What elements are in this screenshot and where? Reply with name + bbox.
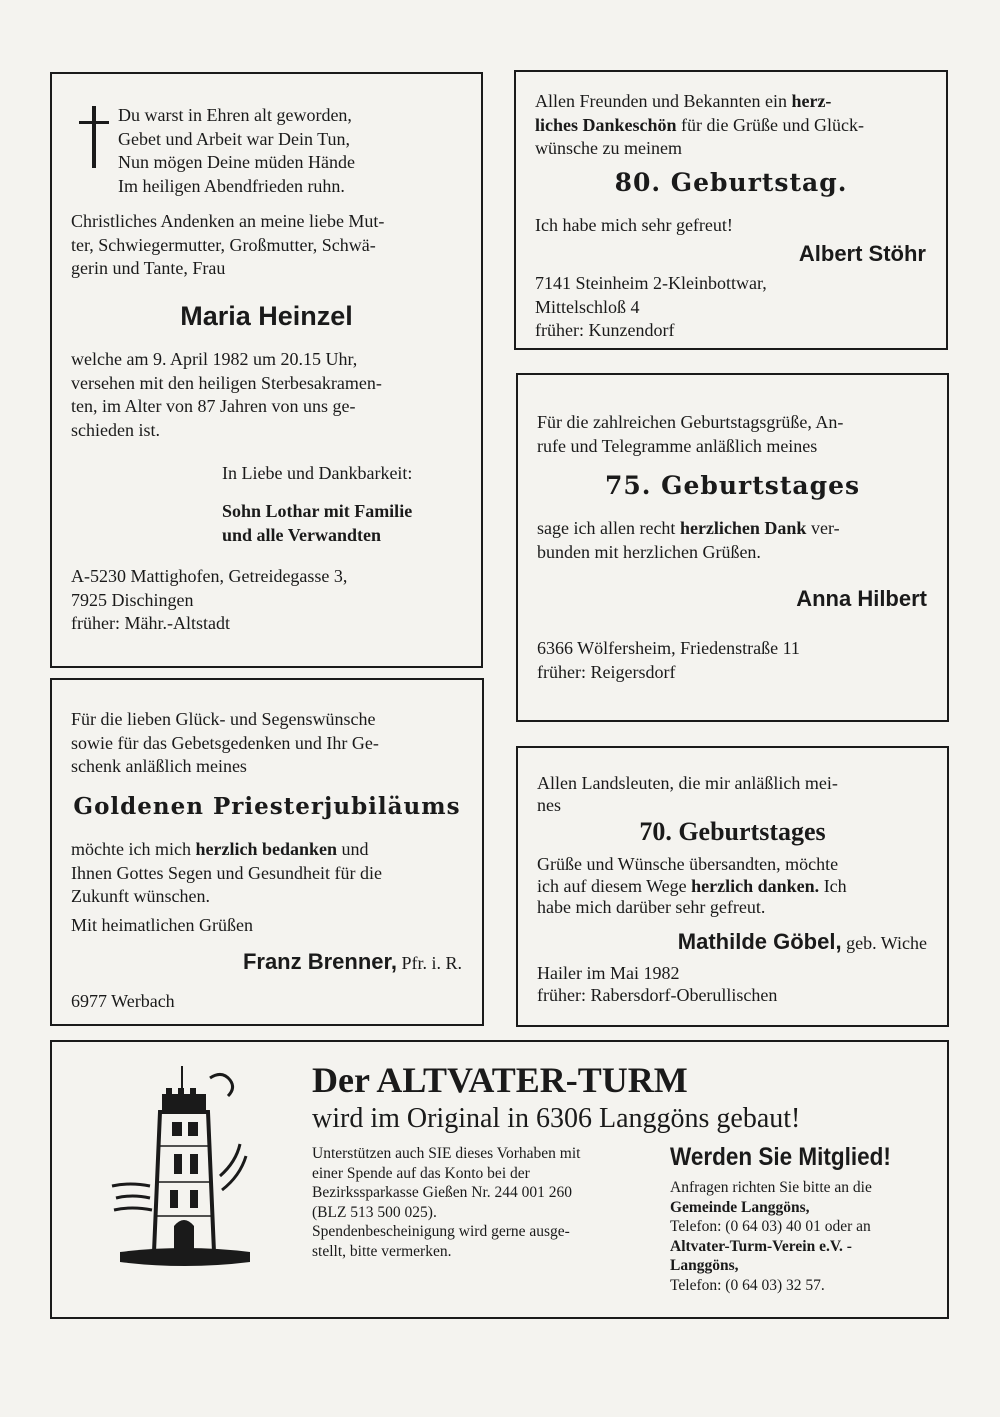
intro-text: Allen Landsleuten, die mir anläßlich mei- nes bbox=[537, 773, 838, 815]
body-text: Grüße und Wünsche übersandten, möchte ich auf diesem Wege herzlich danken. Ich habe mich darüber sehr gefreut. bbox=[537, 854, 847, 917]
sender-name: Mathilde Göbel, geb. Wiche bbox=[677, 929, 927, 954]
obituary-body: welche am 9. April 1982 um 20.15 Uhr, versehen mit den heiligen Sterbesakramen- ten, im Alter von 87 Jahren von uns ge- schieden ist. bbox=[71, 349, 382, 440]
intro-text: Für die lieben Glück- und Segenswünsche sowie für das Gebetsgedenken und Ihr Ge- schenk anläßlich meines bbox=[71, 709, 379, 776]
closing-phrase: In Liebe und Dankbarkeit: bbox=[222, 463, 413, 483]
body-text: sage ich allen recht herzlichen Dank ver- bunden mit herzlichen Grüßen. bbox=[537, 518, 840, 562]
body-text: möchte ich mich herzlich bedanken und Ihnen Gottes Segen und Gesundheit für die Zukunft wünschen. bbox=[71, 839, 382, 906]
thanks-priest-jubilee bbox=[50, 678, 484, 1026]
occasion-heading: Goldenen Priesterjubiläums bbox=[73, 793, 461, 820]
note: Ich habe mich sehr gefreut! bbox=[535, 215, 733, 235]
intro-text: Allen Freunden und Bekannten ein herz- liches Dankeschön für die Grüße und Glück- wünsche zu meinem bbox=[535, 91, 864, 158]
obituary-notice bbox=[50, 72, 483, 668]
sender-name: Anna Hilbert bbox=[796, 586, 927, 611]
obituary-address: A-5230 Mattighofen, Getreidegasse 3, 7925 Dischingen früher: Mähr.-Altstadt bbox=[71, 566, 348, 633]
banner-headline: Der ALTVATER-TURM bbox=[312, 1060, 688, 1100]
obituary-intro: Christliches Andenken an meine liebe Mut- ter, Schwiegermutter, Großmutter, Schwä- gerin und Tante, Frau bbox=[71, 211, 385, 278]
occasion-heading: 80. Geburtstag. bbox=[614, 168, 848, 197]
signers: Sohn Lothar mit Familie und alle Verwandten bbox=[222, 501, 413, 545]
sender-address: 7141 Steinheim 2-Kleinbottwar, Mittelschloß 4 früher: Kunzendorf bbox=[535, 273, 767, 340]
occasion-heading: 75. Geburtstages bbox=[604, 471, 861, 500]
sender-address: 6977 Werbach bbox=[71, 991, 175, 1011]
cross-icon bbox=[79, 106, 109, 168]
membership-call: Werden Sie Mitglied! bbox=[670, 1143, 891, 1171]
donation-text: Unterstützen auch SIE dieses Vorhaben mit einer Spende auf das Konto bei der Bezirkssparkasse Gießen Nr. 244 001 260 (BLZ 513 500 025). Spendenbescheinigung wird gerne ausge- stellt, bitte vermerken. bbox=[312, 1145, 581, 1260]
thanks-75th-birthday bbox=[516, 373, 949, 722]
tower-illustration-icon bbox=[110, 1066, 260, 1276]
greeting: Mit heimatlichen Grüßen bbox=[71, 915, 253, 935]
sender-address: 6366 Wölfersheim, Friedenstraße 11 früher: Reigersdorf bbox=[537, 638, 800, 682]
deceased-name: Maria Heinzel bbox=[180, 301, 353, 331]
occasion-heading: 70. Geburtstages bbox=[639, 817, 826, 846]
thanks-70th-birthday bbox=[516, 746, 949, 1027]
sender-name: Albert Stöhr bbox=[798, 241, 926, 266]
banner-subheadline: wird im Original in 6306 Langgöns gebaut! bbox=[312, 1103, 801, 1134]
altvater-tower-banner bbox=[50, 1040, 949, 1319]
sender-address: Hailer im Mai 1982 früher: Rabersdorf-Oberullischen bbox=[537, 963, 778, 1005]
poem: Du warst in Ehren alt geworden, Gebet und Arbeit war Dein Tun, Nun mögen Deine müden Hände Im heiligen Abendfrieden ruhn. bbox=[118, 105, 355, 196]
contact-info: Anfragen richten Sie bitte an die Gemeinde Langgöns, Telefon: (0 64 03) 40 01 oder an Altvater-Turm-Verein e.V. - Langgöns, Telefon: (0 64 03) 32 57. bbox=[670, 1179, 872, 1294]
sender-name: Franz Brenner, Pfr. i. R. bbox=[242, 949, 462, 974]
intro-text: Für die zahlreichen Geburtstagsgrüße, An- rufe und Telegramme anläßlich meines bbox=[537, 412, 844, 456]
thanks-80th-birthday bbox=[514, 70, 948, 350]
